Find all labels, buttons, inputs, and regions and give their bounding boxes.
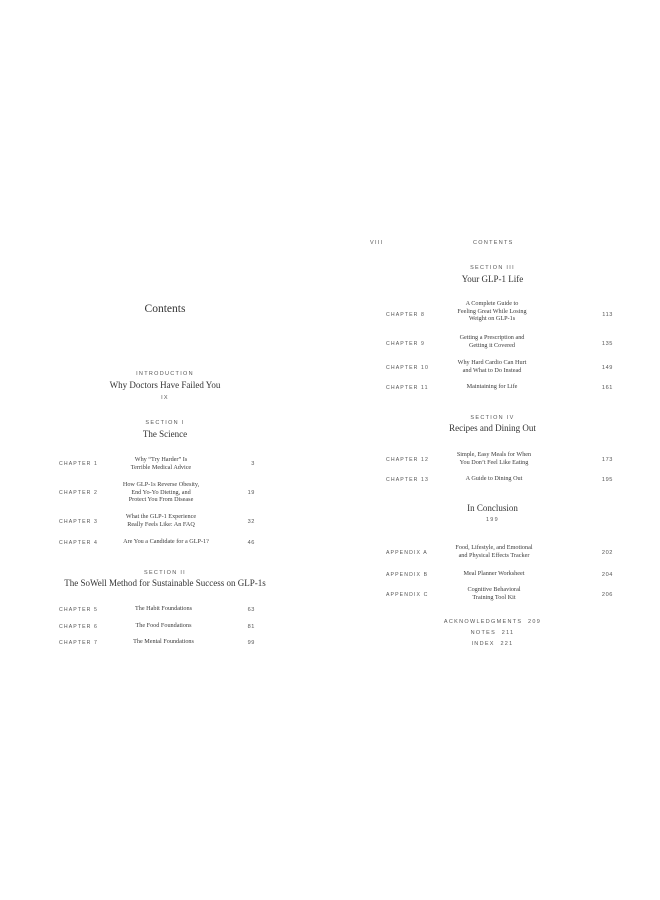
appendix-a-label: APPENDIX A — [386, 550, 428, 556]
conclusion-page: 199 — [485, 517, 500, 523]
chapter-9-page: 135 — [601, 341, 613, 347]
chapter-7-page: 99 — [247, 640, 255, 646]
appendix-b-title: Meal Planner Worksheet — [463, 570, 525, 577]
contents-title: Contents — [144, 303, 186, 315]
chapter-5-page: 63 — [247, 607, 255, 613]
chapter-8-title: A Complete Guide to Feeling Great While Losing Weight on GLP-1s — [457, 300, 527, 323]
chapter-7-title: The Mental Foundations — [133, 638, 194, 645]
acknowledgments-entry: ACKNOWLEDGMENTS 209 — [443, 619, 542, 625]
chapter-11-page: 161 — [601, 385, 613, 391]
section-2-label: SECTION II — [143, 570, 187, 576]
appendix-c-label: APPENDIX C — [386, 592, 429, 598]
running-head: CONTENTS — [473, 240, 514, 246]
chapter-4-title: Are You a Candidate for a GLP-1? — [123, 538, 209, 545]
section-1-title: The Science — [142, 429, 188, 439]
section-4-label: SECTION IV — [470, 415, 515, 421]
chapter-11-title: Maintaining for Life — [466, 383, 518, 390]
appendix-c-page: 206 — [601, 592, 613, 598]
chapter-2-label: CHAPTER 2 — [59, 490, 99, 496]
chapter-9-title: Getting a Prescription and Getting it Covered — [459, 334, 525, 349]
chapter-8-label: CHAPTER 8 — [386, 312, 426, 318]
section-2-title: The SoWell Method for Sustainable Success on GLP-1s — [64, 578, 266, 588]
chapter-8-page: 113 — [602, 312, 613, 318]
chapter-10-page: 149 — [601, 365, 613, 371]
chapter-2-page: 19 — [247, 490, 255, 496]
introduction-page: IX — [161, 395, 169, 401]
chapter-4-label: CHAPTER 4 — [59, 540, 99, 546]
chapter-7-label: CHAPTER 7 — [59, 640, 99, 646]
chapter-13-label: CHAPTER 13 — [386, 477, 429, 483]
chapter-13-page: 195 — [601, 477, 613, 483]
chapter-6-label: CHAPTER 6 — [59, 624, 99, 630]
chapter-4-page: 46 — [247, 540, 255, 546]
chapter-3-label: CHAPTER 3 — [59, 519, 99, 525]
chapter-11-label: CHAPTER 11 — [386, 385, 429, 391]
chapter-1-label: CHAPTER 1 — [59, 461, 99, 467]
introduction-title: Why Doctors Have Failed You — [109, 380, 221, 390]
chapter-5-title: The Habit Foundations — [134, 605, 193, 612]
chapter-3-title: What the GLP-1 Experience Really Feels Like: An FAQ — [125, 513, 197, 528]
appendix-a-page: 202 — [601, 550, 613, 556]
section-3-title: Your GLP-1 Life — [461, 274, 524, 284]
chapter-10-label: CHAPTER 10 — [386, 365, 429, 371]
chapter-12-label: CHAPTER 12 — [386, 457, 429, 463]
chapter-1-title: Why “Try Harder” Is Terrible Medical Advice — [130, 456, 192, 471]
chapter-6-title: The Food Foundations — [135, 622, 192, 629]
chapter-1-page: 3 — [251, 461, 255, 467]
index-entry: INDEX 221 — [471, 641, 514, 647]
conclusion-title: In Conclusion — [467, 503, 518, 513]
chapter-2-title: How GLP-1s Reverse Obesity, End Yo-Yo Dieting, and Protect You From Disease — [122, 481, 200, 504]
chapter-9-label: CHAPTER 9 — [386, 341, 426, 347]
chapter-12-title: Simple, Easy Meals for When You Don’t Feel Like Eating — [456, 451, 532, 466]
folio: VIII — [370, 240, 384, 246]
notes-entry: NOTES 211 — [470, 630, 515, 636]
section-1-label: SECTION I — [145, 420, 185, 426]
chapter-6-page: 81 — [247, 624, 255, 630]
introduction-label: INTRODUCTION — [136, 371, 194, 377]
appendix-a-title: Food, Lifestyle, and Emotional and Physical Effects Tracker — [455, 544, 533, 559]
appendix-c-title: Cognitive Behavioral Training Tool Kit — [467, 586, 521, 601]
chapter-12-page: 173 — [601, 457, 613, 463]
chapter-5-label: CHAPTER 5 — [59, 607, 99, 613]
section-3-label: SECTION III — [470, 265, 515, 271]
section-4-title: Recipes and Dining Out — [449, 423, 536, 433]
chapter-13-title: A Guide to Dining Out — [465, 475, 523, 482]
chapter-3-page: 32 — [247, 519, 255, 525]
chapter-10-title: Why Hard Cardio Can Hurt and What to Do Instead — [457, 359, 527, 374]
right-page — [330, 0, 660, 900]
appendix-b-label: APPENDIX B — [386, 572, 429, 578]
appendix-b-page: 204 — [601, 572, 613, 578]
